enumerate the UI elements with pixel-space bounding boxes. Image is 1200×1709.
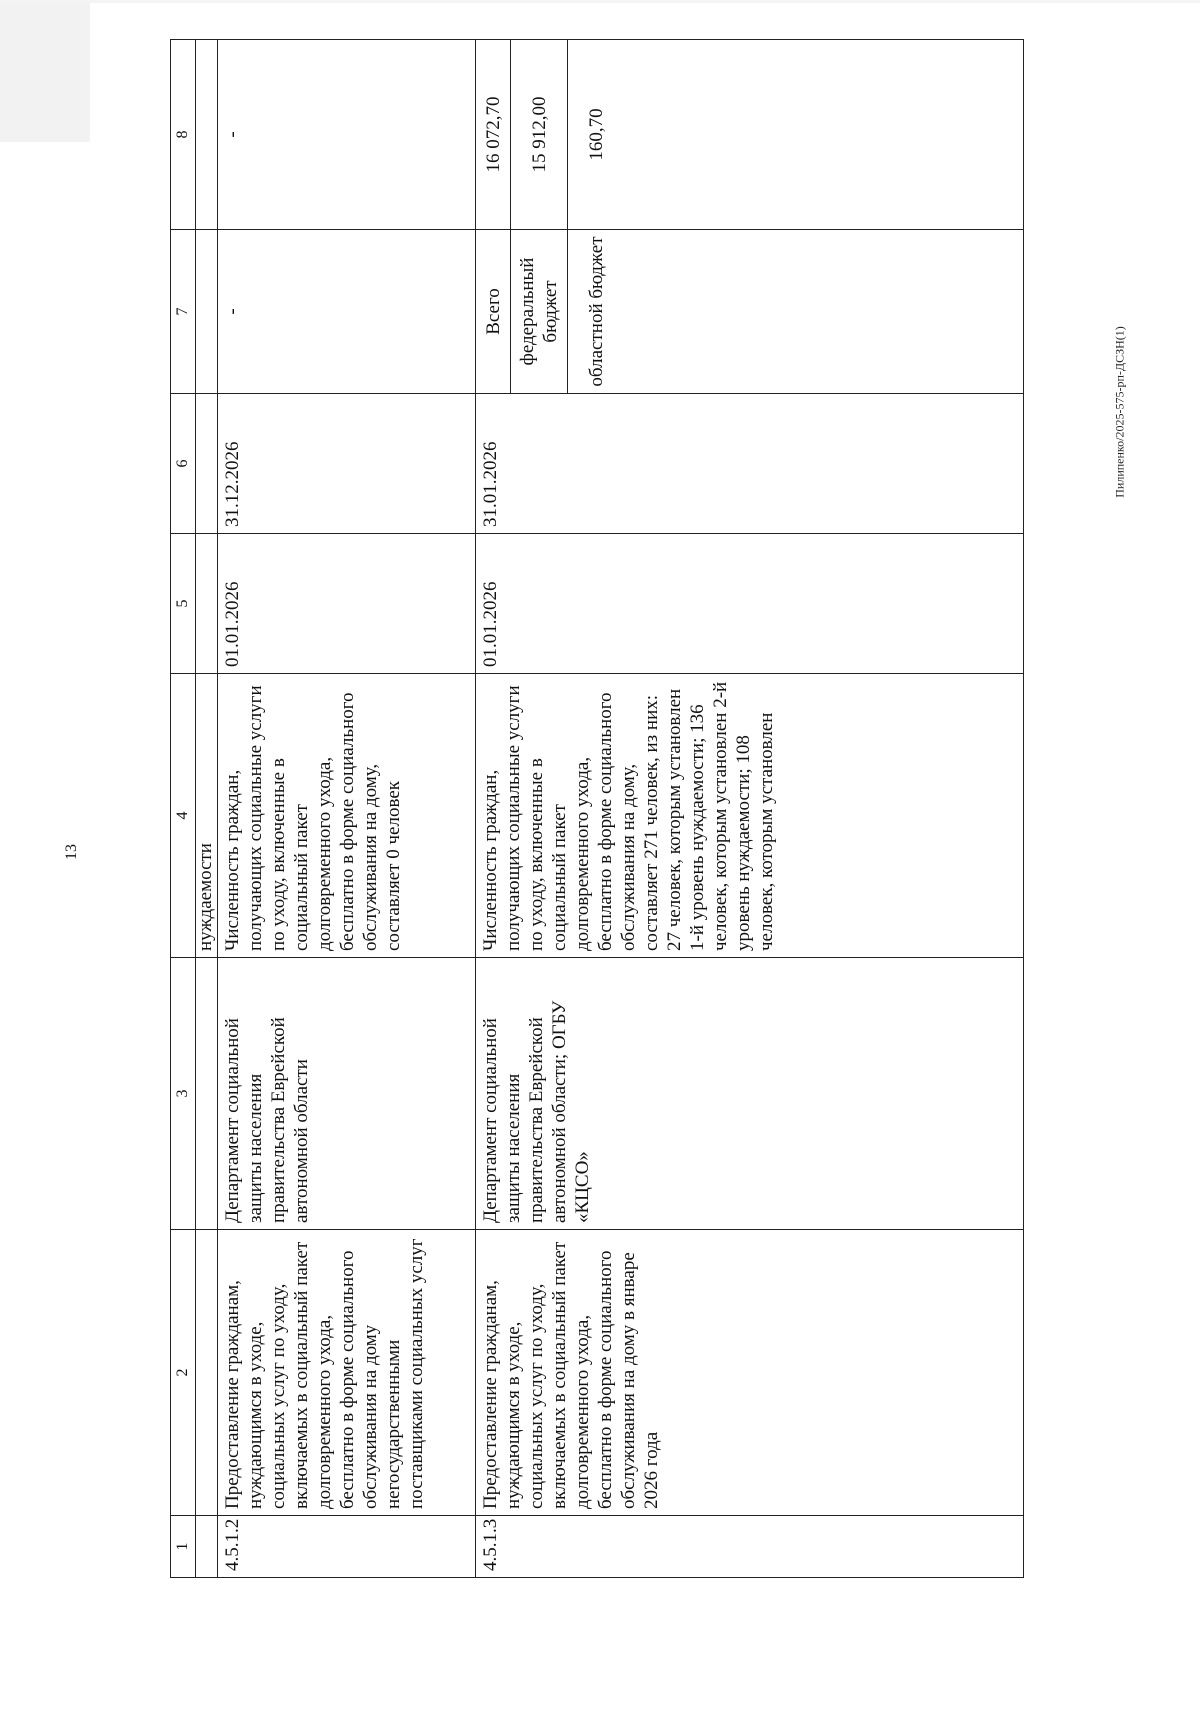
col-header-7: 7: [171, 230, 196, 394]
col-header-8: 8: [171, 40, 196, 230]
funding-amount: -: [218, 40, 476, 230]
executor: Департамент социальной защиты населения правительства Еврейской автономной области; ОГБУ «КЦСО»: [476, 958, 1024, 1230]
funding-amount: 15 912,00: [511, 40, 568, 229]
end-date: 31.12.2026: [218, 394, 476, 534]
continuation-row: [196, 40, 218, 1578]
activity-title: Предоставление гражданам, нуждающимся в уходе, социальных услуг по уходу, включаемых в социальный пакет долговременного ухода, бесплатно в форме социального обслуживания на дому негосударственными поставщиками социальных услуг: [218, 1230, 476, 1516]
row-number: 4.5.1.3: [476, 1516, 1024, 1578]
col-header-2: 2: [171, 1230, 196, 1516]
col-header-5: 5: [171, 534, 196, 674]
funding-amounts: [476, 40, 1024, 230]
activities-table: [170, 39, 1024, 1578]
activity-title: Предоставление гражданам, нуждающимся в уходе, социальных услуг по уходу, включаемых в социальный пакет долговременного ухода, бесплатно в форме социального обслуживания на дому в январе 2026 года: [476, 1230, 1024, 1516]
row-number: 4.5.1.2: [218, 1516, 476, 1578]
col-header-6: 6: [171, 394, 196, 534]
col-header-3: 3: [171, 958, 196, 1230]
funding-source: Всего: [476, 230, 511, 393]
funding-amounts-list: [476, 40, 624, 229]
start-date: 01.01.2026: [218, 534, 476, 674]
indicator: Численность граждан, получающих социальные услуги по уходу, включенные в социальный пакет долговременного ухода, бесплатно в форме социального обслуживания на дому, составляет 0 человек: [218, 674, 476, 958]
continuation-text: нуждаемости: [196, 674, 218, 958]
funding-sources: [476, 230, 1024, 394]
end-date: 31.01.2026: [476, 394, 1024, 534]
indicator: Численность граждан, получающих социальные услуги по уходу, включенные в социальный пакет долговременного ухода, бесплатно в форме социального обслуживания на дому, составляет 271 человек, из них: 27 человек, которым установлен 1-й уровень нуждаемости; 136 человек, которым установлен 2-й уровень нуждаемости; 108 человек, которым установлен: [476, 674, 1024, 958]
table-row: [218, 40, 476, 1578]
funding-amount: 160,70: [585, 108, 607, 161]
executor: Департамент социальной защиты населения правительства Еврейской автономной области: [218, 958, 476, 1230]
scan-edge-mark: [0, 0, 90, 142]
funding-sources-list: [476, 230, 624, 393]
funding-source: федеральный бюджет: [511, 230, 568, 393]
table-row: [476, 40, 1024, 1578]
funding-amount: 16 072,70: [476, 40, 511, 229]
funding-source: областной бюджет: [585, 236, 607, 387]
footer-reference: Пилипенко/2025-575-рп-ДСЗН(1): [1112, 326, 1127, 498]
funding-source: -: [218, 230, 476, 394]
page-number: 13: [63, 844, 80, 860]
header-row: [171, 40, 196, 1578]
col-header-4: 4: [171, 674, 196, 958]
col-header-1: 1: [171, 1516, 196, 1578]
start-date: 01.01.2026: [476, 534, 1024, 674]
scan-top-edge: [0, 0, 1200, 3]
rotated-page-content: [170, 40, 1100, 1578]
